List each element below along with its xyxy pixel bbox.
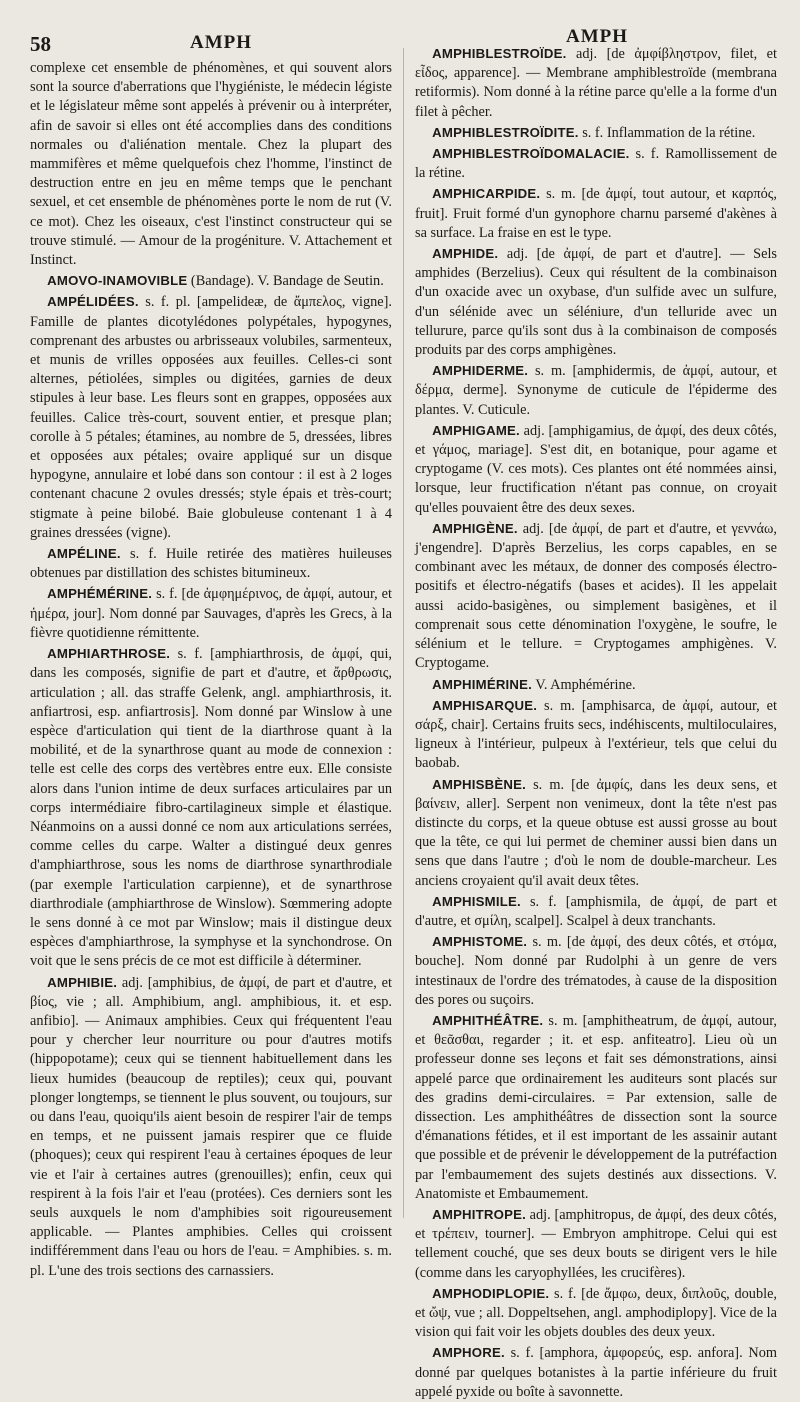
- dictionary-entry: [415, 519, 777, 674]
- dictionary-entry: [415, 123, 777, 143]
- dictionary-entry: [30, 584, 392, 643]
- entry-headword: AMPHIGAME.: [432, 422, 520, 438]
- running-head-left: AMPH: [190, 32, 253, 53]
- entry-headword: AMPHICARPIDE.: [432, 186, 541, 202]
- entry-headword: AMPHORE.: [432, 1345, 505, 1361]
- entry-headword: AMPHIARTHROSE.: [47, 646, 171, 662]
- dictionary-entry: [415, 675, 777, 695]
- dictionary-entry: [30, 292, 392, 543]
- dictionary-entry: [415, 892, 777, 931]
- dictionary-entry: [415, 775, 777, 891]
- entry-headword: AMOVO-INAMOVIBLE: [47, 273, 188, 289]
- right-column: [415, 44, 777, 1400]
- dictionary-entry: [415, 144, 777, 183]
- entry-text: (Bandage). V. Bandage de Seutin.: [187, 273, 384, 290]
- entry-text: adj. [amphigamius, de ἀμφί, des deux côtés, et γάμος, mariage]. S'est dit, en botanique, pour agame et cryptogame (V. ces mots). Ces plantes ont été nommées ainsi, lorsque, leur fructification n'étant pas connue, on croyait qu'elles pouvaient être des deux sexes.: [415, 422, 777, 516]
- entry-text: adj. [amphitropus, de ἀμφί, des deux côtés, et τρέπειν, tourner]. — Embryon amphitrope. Celui qui est tellement couché, que ses deux bouts se dirigent vers le hile (comme dans les caryophyllées, les crucifères).: [415, 1206, 777, 1281]
- dictionary-entry: [415, 1205, 777, 1283]
- dictionary-entry: [30, 644, 392, 971]
- dictionary-entry: [30, 973, 392, 1281]
- dictionary-entry: [415, 1343, 777, 1402]
- entry-headword: AMPHIMÉRINE.: [432, 676, 533, 692]
- entry-text: s. f. [amphora, ἀμφορεύς, esp. anfora]. Nom donné par quelques botanistes à la partie inférieure du fruit appelé pyxide ou boîte à savonnette.: [415, 1345, 777, 1400]
- dictionary-entry: [415, 1011, 777, 1204]
- dictionary-entry: [415, 932, 777, 1010]
- entry-text: s. m. [de ἀμφί, tout autour, et καρπός, fruit]. Fruit formé d'un gynophore charnu parsemé d'akènes à sa surface. La fraise en est le type.: [415, 186, 777, 241]
- page-number: 58: [30, 32, 51, 56]
- entry-text: s. f. pl. [ampelideæ, de ἄμπελος, vigne]. Famille de plantes dicotylédones polypétales, hypogynes, comprenant des arbustes ou arbrisseaux volubiles, sarmenteux, et munis de vrilles opposées aux feuilles. Celles-ci sont alternes, pétiolées, simples ou digitées, garnies de deux stipules à leur base. Les fleurs sont en grappes, opposées aux feuilles. Calice très-court, souvent entier, et presque plan; corolle à 5 pétales; étamines, au nombre de 5, dressées, libres et opposées aux pétales; ovaire appliqué sur un disque hypogyne, annulaire et lobé dans son contour : il est à 2 loges contenant chacune 2 ovules dressés; style épais et très-court; stigmate à peine bilobé. Baie globuleuse contenant 1 à 4 graines dressées (vigne).: [30, 294, 392, 541]
- entry-headword: AMPHIGÈNE.: [432, 520, 518, 536]
- entry-text: s. f. Inflammation de la rétine.: [578, 124, 756, 141]
- entry-headword: AMPHISARQUE.: [432, 697, 538, 713]
- entry-text: s. f. [amphiarthrosis, de ἀμφί, qui, dans les composés, signifie de part et d'autre, et ἄρθρωσις, articulation ; all. das straffe Gelenk, angl. amphiarthrosis, it. anfiartrosi, esp. anfiartrosis]. Nom donné par Winslow à une espèce d'articulation qui tient de la diarthrose quant à la mobilité, et de la synarthrose quant au mode de connexion : telle est celle des corps des vertèbres entre eux. Elle consiste alors dans l'union intime de deux surfaces articulaires par un corps intermédiaire fibro-cartilagineux simple et élastique. Néanmoins on a aussi donné ce nom aux articulations serrées, comme celles du carpe. Walter a distingué deux genres d'amphiarthrose, sous les noms de diarthrose synarthrodiale (par exemple l'articulation carpienne), et de synarthrose diarthrodiale (amphiarthrose de Winslow). Sœmmering adopte le sens donné à ce mot par Winslow; mais il distingue deux espèces d'amphiarthrose, la symphyse et la synchondrose. On voit que le sens précis de ce mot est difficile à déterminer.: [30, 646, 392, 970]
- entry-text: s. m. [de ἀμφί, des deux côtés, et στόμα, bouche]. Nom donné par Rudolphi à un genre de vers intestinaux de l'ordre des trématodes, à cause de la disposition des pores ou suçoirs.: [415, 934, 777, 1008]
- entry-headword: AMPHÉMÉRINE.: [47, 586, 153, 602]
- entry-text: s. m. [de ἀμφίς, dans les deux sens, et βαίνειν, aller]. Serpent non venimeux, dont la tête n'est pas distincte du corps, et la queue obtuse est aussi grosse au bout que la tête, ce qui lui permet de cheminer aussi bien dans un sens que dans l'autre ; d'où le nom de double-marcheur. Les anciens croyaient qu'il avait deux têtes.: [415, 776, 777, 889]
- entry-text: complexe cet ensemble de phénomènes, et qui souvent alors sont la source d'aberrations que l'hygiéniste, le médecin légiste et le législateur même sont appelés à prévenir ou à interpréter, afin de savoir si elles ont été accomplies dans des conditions normales ou d'aliénation mentale. Chez la plupart des mammifères et même quelquefois chez l'homme, l'instinct de destruction entre en jeu en même temps que le penchant sexuel, et cet ensemble de phénomènes porte le nom de rut (V. ce mot). Chez les oiseaux, c'est l'instinct constructeur qui se trouve stimulé. — Amour de la progéniture. V. Attachement et Instinct.: [30, 60, 392, 269]
- entry-text: s. f. Ramollissement de la rétine.: [415, 146, 777, 182]
- dictionary-entry: [30, 58, 392, 270]
- entry-headword: AMPHIBLESTROÏDOMALACIE.: [432, 146, 630, 162]
- entry-headword: AMPHIDE.: [432, 246, 499, 262]
- running-head-right: AMPH: [566, 26, 629, 47]
- entry-text: adj. [de ἀμφίβληστρον, filet, et εἶδος, apparence]. — Membrane amphiblestroïde (membrana retiformis). Nom donné à la rétine parce qu'elle a la forme d'un filet à pêcher.: [415, 46, 777, 120]
- dictionary-entry: [415, 44, 777, 122]
- entry-text: s. f. [de ἀμφημέρινος, de ἀμφί, autour, et ἡμέρα, jour]. Nom donné par Sauvages, d'après les Grecs, à la fièvre quotidienne rémittente.: [30, 586, 392, 641]
- entry-headword: AMPHITHÉÂTRE.: [432, 1012, 544, 1028]
- entry-text: s. f. Huile retirée des matières huileuses obtenues par distillation des schistes bitumineux.: [30, 546, 392, 582]
- entry-headword: AMPÉLINE.: [47, 546, 121, 562]
- dictionary-entry: [415, 244, 777, 360]
- entry-text: adj. [de ἀμφί, de part et d'autre, et γεννάω, j'engendre]. D'après Berzelius, les corps capables, en se combinant avec les métaux, de donner des composés électro-positifs et électro-négatifs (bases et acides). Il les appelait aussi acido-basigènes, ou simplement basigènes, et il comprenait sous cette dénomination l'oxygène, le soufre, le sélénium et le tellure. = Cryptogames amphigènes. V. Cryptogame.: [415, 520, 777, 672]
- entry-headword: AMPHIBLESTROÏDITE.: [432, 124, 579, 140]
- entry-text: s. f. [de ἄμφω, deux, διπλοῦς, double, et ὤψ, vue ; all. Doppeltsehen, angl. amphodiplopy]. Vice de la vision qui fait voir les objets doubles des deux yeux.: [415, 1285, 777, 1341]
- entry-text: s. m. [amphidermis, de ἀμφί, autour, et δέρμα, derme]. Synonyme de cuticule de l'épiderme des plantes. V. Cuticule.: [415, 363, 777, 418]
- dictionary-entry: [30, 271, 392, 291]
- entry-text: s. m. [amphitheatrum, de ἀμφί, autour, et θεᾶσθαι, regarder ; it. et esp. anfiteatro]. Lieu où un professeur donne ses leçons et fait ses démonstrations, ainsi appelé parce que ordinairement les auditeurs sont placés sur des gradins demi-circulaires. = Par extension, salle de dissection. Les amphithéâtres de dissection sont la source d'émanations fétides, et il est important de les assainir autant que possible et de prévenir le développement de la putréfaction par l'embaumement des sujets destinés aux dissections. V. Anatomiste et Embaumement.: [415, 1012, 777, 1202]
- entry-headword: AMPHISMILE.: [432, 893, 521, 909]
- dictionary-entry: [415, 361, 777, 420]
- dictionary-entry: [415, 421, 777, 518]
- dictionary-entry: [415, 1284, 777, 1343]
- entry-text: adj. [de ἀμφί, de part et d'autre]. — Sels amphides (Berzelius). Ceux qui résultent de la combinaison d'un oxacide avec un oxybase, d'un sulfide avec un sulfure, d'un sélénide avec un séléniure, d'un telluride avec un tellurure, parce qu'ils sont dus à la combinaison de composés produits par des corps amphigènes.: [415, 246, 777, 359]
- dictionary-entry: [30, 544, 392, 583]
- entry-text: s. m. [amphisarca, de ἀμφί, autour, et σάρξ, chair]. Certains fruits secs, indéhiscents, multiloculaires, ligneux à l'intérieur, pulpeux à l'extérieur, tels que celui du baobab.: [415, 697, 777, 772]
- entry-headword: AMPHIBIE.: [47, 974, 118, 990]
- dictionary-entry: [415, 184, 777, 243]
- entry-headword: AMPHIBLESTROÏDE.: [432, 46, 567, 61]
- entry-headword: AMPHITROPE.: [432, 1206, 526, 1222]
- entry-headword: AMPHISBÈNE.: [432, 776, 526, 792]
- column-divider: [403, 48, 404, 1218]
- left-column: [30, 58, 392, 1279]
- entry-headword: AMPHIDERME.: [432, 363, 529, 379]
- entry-text: V. Amphémérine.: [532, 676, 636, 693]
- entry-headword: AMPÉLIDÉES.: [47, 294, 139, 310]
- entry-headword: AMPHODIPLOPIE.: [432, 1285, 550, 1301]
- entry-text: adj. [amphibius, de ἀμφί, de part et d'autre, et βίος, vie ; all. Amphibium, angl. amphibious, it. et esp. anfibio]. — Animaux amphibies. Ceux qui fréquentent l'eau pour y chercher leur nourriture ou pour d'autres motifs (hippopotame); ceux qui se tiennent habituellement dans les lieux humides (beaucoup de reptiles); ceux qui, pouvant plonger longtemps, se tiennent le plus souvent, ou toujours, sur ou dans l'eau, quoiqu'ils aient besoin de respirer l'air de temps en temps, et ne puissent jamais respirer que ce fluide (phoques); ceux qui respirent l'eau à certaines époques de leur vie et l'air à certaines autres (grenouilles); enfin, ceux qui respirent à la fois l'air et l'eau (protées). Ces derniers sont les seuls auxquels le nom d'amphibies soit rigoureusement applicable. — Plantes amphibies. Celles qui croissent indifféremment dans l'eau ou hors de l'eau. = Amphibies. s. m. pl. L'une des trois sections des carnassiers.: [30, 974, 392, 1279]
- entry-headword: AMPHISTOME.: [432, 934, 528, 950]
- entry-text: s. f. [amphismila, de ἀμφί, de part et d'autre, et σμίλη, scalpel]. Scalpel à deux tranchants.: [415, 893, 777, 929]
- dictionary-entry: [415, 696, 777, 774]
